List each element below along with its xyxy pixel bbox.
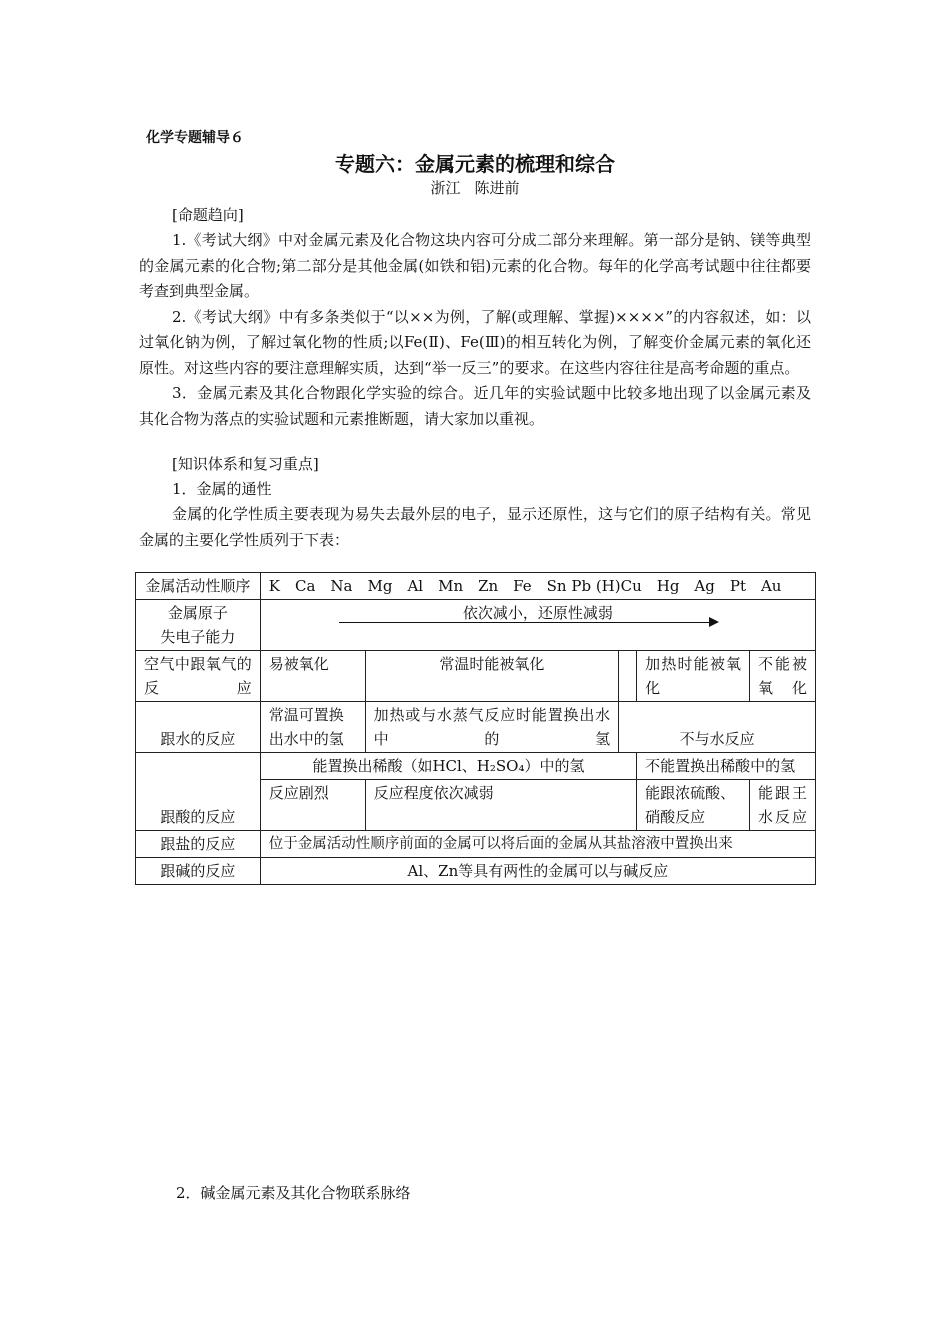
acid-cell-1: 反应剧烈: [260, 780, 365, 831]
table-row: [136, 573, 816, 600]
section-heading-trends: [命题趋向]: [172, 206, 244, 224]
salt-cell: 位于金属活动性顺序前面的金属可以将后面的金属从其盐溶液中置换出来: [260, 831, 815, 858]
row-label-base: 跟碱的反应: [136, 858, 261, 885]
activity-series: K Ca Na Mg Al Mn Zn Fe Sn Pb (H)Cu Hg Ag Pt Au: [260, 573, 815, 600]
water-cell-2: 加热或与水蒸气反应时能置换出水中的氢: [365, 702, 619, 753]
acid-top-right: 不能置换出稀酸中的氢: [637, 753, 816, 780]
row-label-oxygen: 空气中跟氧气的反应: [136, 651, 261, 702]
oxygen-cell-3: 加热时能被氧化: [637, 651, 750, 702]
water-cell-3: 不与水反应: [619, 702, 816, 753]
row-label-acid: 跟酸的反应: [136, 753, 261, 831]
oxygen-cell-1: 易被氧化: [260, 651, 365, 702]
acid-cell-2: 反应程度依次减弱: [365, 780, 637, 831]
trends-paragraphs: [139, 228, 811, 432]
row-label-electron-line2: 失电子能力: [160, 628, 236, 646]
item1-title: 1．金属的通性: [172, 480, 272, 498]
table-row: [136, 753, 816, 780]
table-row: [136, 858, 816, 885]
electron-trend-cell: [260, 600, 815, 651]
acid-cell-3: 能跟浓硫酸、硝酸反应: [637, 780, 750, 831]
item2-title: 2．碱金属元素及其化合物联系脉络: [176, 1184, 411, 1202]
metal-properties-table: [135, 572, 816, 885]
trend-paragraph-3: 3．金属元素及其化合物跟化学实验的综合。近几年的实验试题中比较多地出现了以金属元素及其化合物为落点的实验试题和元素推断题，请大家加以重视。: [139, 384, 811, 428]
table-row: [136, 600, 816, 651]
table-row: [136, 702, 816, 753]
trend-paragraph-2: 2.《考试大纲》中有多条类似于“以××为例，了解(或理解、掌握)××××”的内容叙述，如：以过氧化钠为例，了解过氧化物的性质;以Fe(Ⅱ)、Fe(Ⅲ)的相互转化为例，了解变价金属元素的氧化还原性。对这些内容的要注意理解实质，达到“举一反三”的要求。在这些内容往往是高考命题的重点。: [139, 307, 811, 377]
oxygen-cell-4: 不能被氧化: [750, 651, 816, 702]
trend-arrow: [269, 601, 807, 649]
item1-text: 金属的化学性质主要表现为易失去最外层的电子，显示还原性，这与它们的原子结构有关。常见金属的主要化学性质列于下表：: [139, 505, 811, 549]
water-cell-1: 常温可置换出水中的氢: [260, 702, 365, 753]
table-row: [136, 831, 816, 858]
arrow-line: [339, 622, 715, 623]
acid-top-left: 能置换出稀酸（如HCl、H₂SO₄）中的氢: [260, 753, 636, 780]
page-title: 专题六：金属元素的梳理和综合: [335, 152, 615, 176]
series-label: 化学专题辅导６: [146, 130, 244, 146]
row-label-electron-line1: 金属原子: [167, 604, 228, 622]
row-label-water: 跟水的反应: [136, 702, 261, 753]
oxygen-cell-empty: [619, 651, 637, 702]
trend-arrow-label: 依次减小，还原性减弱: [462, 604, 613, 622]
author-region: 浙江: [430, 179, 461, 197]
oxygen-cell-2: 常温时能被氧化: [365, 651, 619, 702]
table-row: [136, 651, 816, 702]
trend-paragraph-1: 1.《考试大纲》中对金属元素及化合物这块内容可分成二部分来理解。第一部分是钠、镁等典型的金属元素的化合物;第二部分是其他金属(如铁和铝)元素的化合物。每年的化学高考试题中往往都要考查到典型金属。: [139, 231, 811, 300]
arrow-head-icon: [709, 617, 719, 627]
acid-cell-4: 能跟王水反应: [750, 780, 816, 831]
row-label-salt: 跟盐的反应: [136, 831, 261, 858]
section-heading-knowledge: [知识体系和复习重点]: [172, 455, 319, 473]
base-cell: Al、Zn等具有两性的金属可以与碱反应: [260, 858, 815, 885]
item1-text-block: [139, 502, 811, 553]
author-line: [0, 177, 950, 198]
row-label-activity: 金属活动性顺序: [136, 573, 261, 600]
row-label-electron: [136, 600, 261, 651]
author-name: 陈进前: [474, 179, 520, 197]
